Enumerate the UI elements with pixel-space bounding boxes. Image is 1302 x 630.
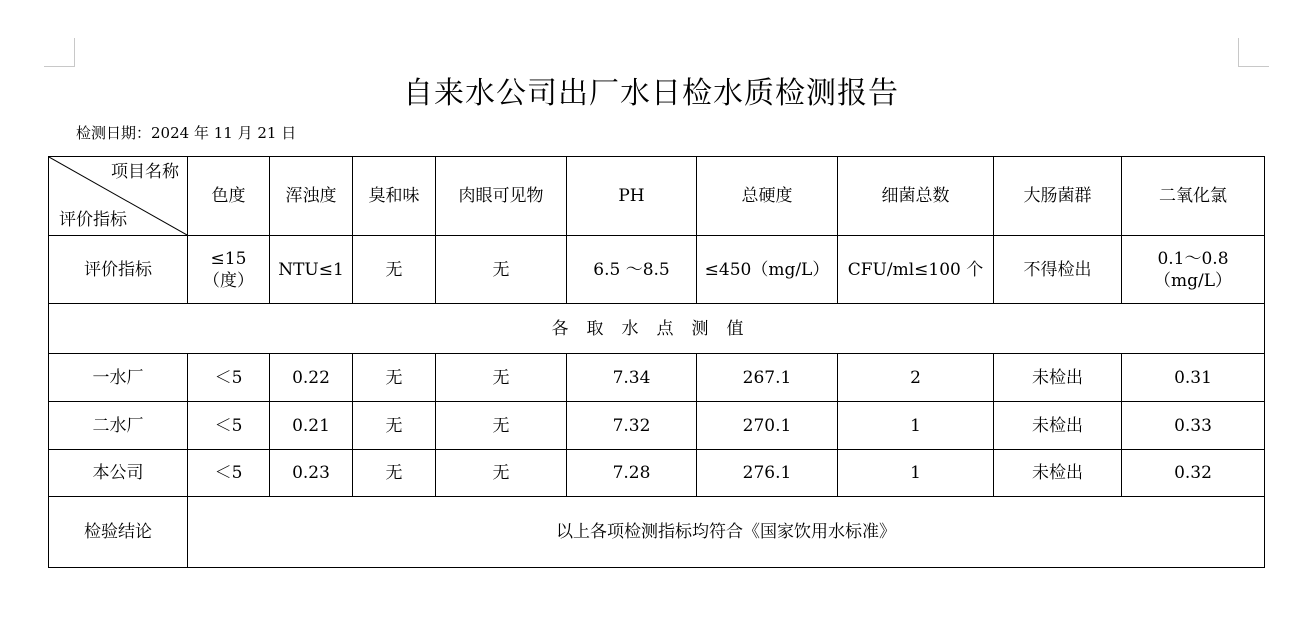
table-cell: 7.28: [567, 450, 697, 497]
table-cell: 7.32: [567, 402, 697, 450]
column-header: 二氧化氯: [1122, 157, 1265, 236]
column-header: 色度: [188, 157, 270, 236]
table-cell: 0.31: [1122, 354, 1265, 402]
column-header: 细菌总数: [838, 157, 994, 236]
header-evaluation-index: 评价指标: [59, 210, 127, 230]
table-cell: 267.1: [697, 354, 838, 402]
report-title: 自来水公司出厂水日检水质检测报告: [403, 76, 899, 111]
row-label: 二水厂: [49, 402, 188, 450]
table-cell: 无: [353, 450, 436, 497]
diagonal-header-cell: [49, 157, 188, 236]
standard-value: CFU/ml≤100 个: [838, 236, 994, 304]
table-cell: 276.1: [697, 450, 838, 497]
water-quality-table: [48, 156, 1265, 568]
conclusion-label: 检验结论: [49, 497, 188, 568]
standard-row: [49, 236, 1265, 304]
table-row: [49, 450, 1265, 497]
table-cell: 未检出: [994, 402, 1122, 450]
standard-value: 0.1～0.8（mg/L）: [1122, 236, 1265, 304]
table-cell: 0.22: [270, 354, 353, 402]
table-row: [49, 354, 1265, 402]
header-item-name: 项目名称: [111, 162, 179, 182]
table-cell: 未检出: [994, 450, 1122, 497]
standard-value: 6.5 ～8.5: [567, 236, 697, 304]
standard-value: ≤15（度）: [188, 236, 270, 304]
column-header: 总硬度: [697, 157, 838, 236]
table-cell: 无: [353, 354, 436, 402]
table-cell: 0.21: [270, 402, 353, 450]
row-label: 一水厂: [49, 354, 188, 402]
table-cell: 无: [436, 402, 567, 450]
table-cell: 1: [838, 450, 994, 497]
report-date: 检测日期：2024 年 11 月 21 日: [76, 124, 297, 142]
column-header: 浑浊度: [270, 157, 353, 236]
table-cell: 270.1: [697, 402, 838, 450]
column-header: PH: [567, 157, 697, 236]
page-corner-mark-top-left: [44, 38, 75, 67]
section-label: 各取水点测值: [49, 304, 1265, 354]
row-label: 评价指标: [49, 236, 188, 304]
table-cell: ＜5: [188, 450, 270, 497]
conclusion-row: [49, 497, 1265, 568]
table-cell: 0.32: [1122, 450, 1265, 497]
table-row: [49, 402, 1265, 450]
column-header: 臭和味: [353, 157, 436, 236]
table-cell: 0.23: [270, 450, 353, 497]
table-cell: 无: [353, 402, 436, 450]
row-label: 本公司: [49, 450, 188, 497]
standard-value: 不得检出: [994, 236, 1122, 304]
header-row: [49, 157, 1265, 236]
table-cell: ＜5: [188, 354, 270, 402]
table-cell: 0.33: [1122, 402, 1265, 450]
standard-value: ≤450（mg/L）: [697, 236, 838, 304]
standard-value: 无: [353, 236, 436, 304]
standard-value: NTU≤1: [270, 236, 353, 304]
table-cell: 无: [436, 450, 567, 497]
table-cell: 无: [436, 354, 567, 402]
section-row: [49, 304, 1265, 354]
table-cell: 2: [838, 354, 994, 402]
table-cell: ＜5: [188, 402, 270, 450]
table-cell: 未检出: [994, 354, 1122, 402]
page-corner-mark-top-right: [1238, 38, 1269, 67]
column-header: 肉眼可见物: [436, 157, 567, 236]
standard-value: 无: [436, 236, 567, 304]
conclusion-text: 以上各项检测指标均符合《国家饮用水标准》: [188, 497, 1265, 568]
table-cell: 1: [838, 402, 994, 450]
table-cell: 7.34: [567, 354, 697, 402]
column-header: 大肠菌群: [994, 157, 1122, 236]
